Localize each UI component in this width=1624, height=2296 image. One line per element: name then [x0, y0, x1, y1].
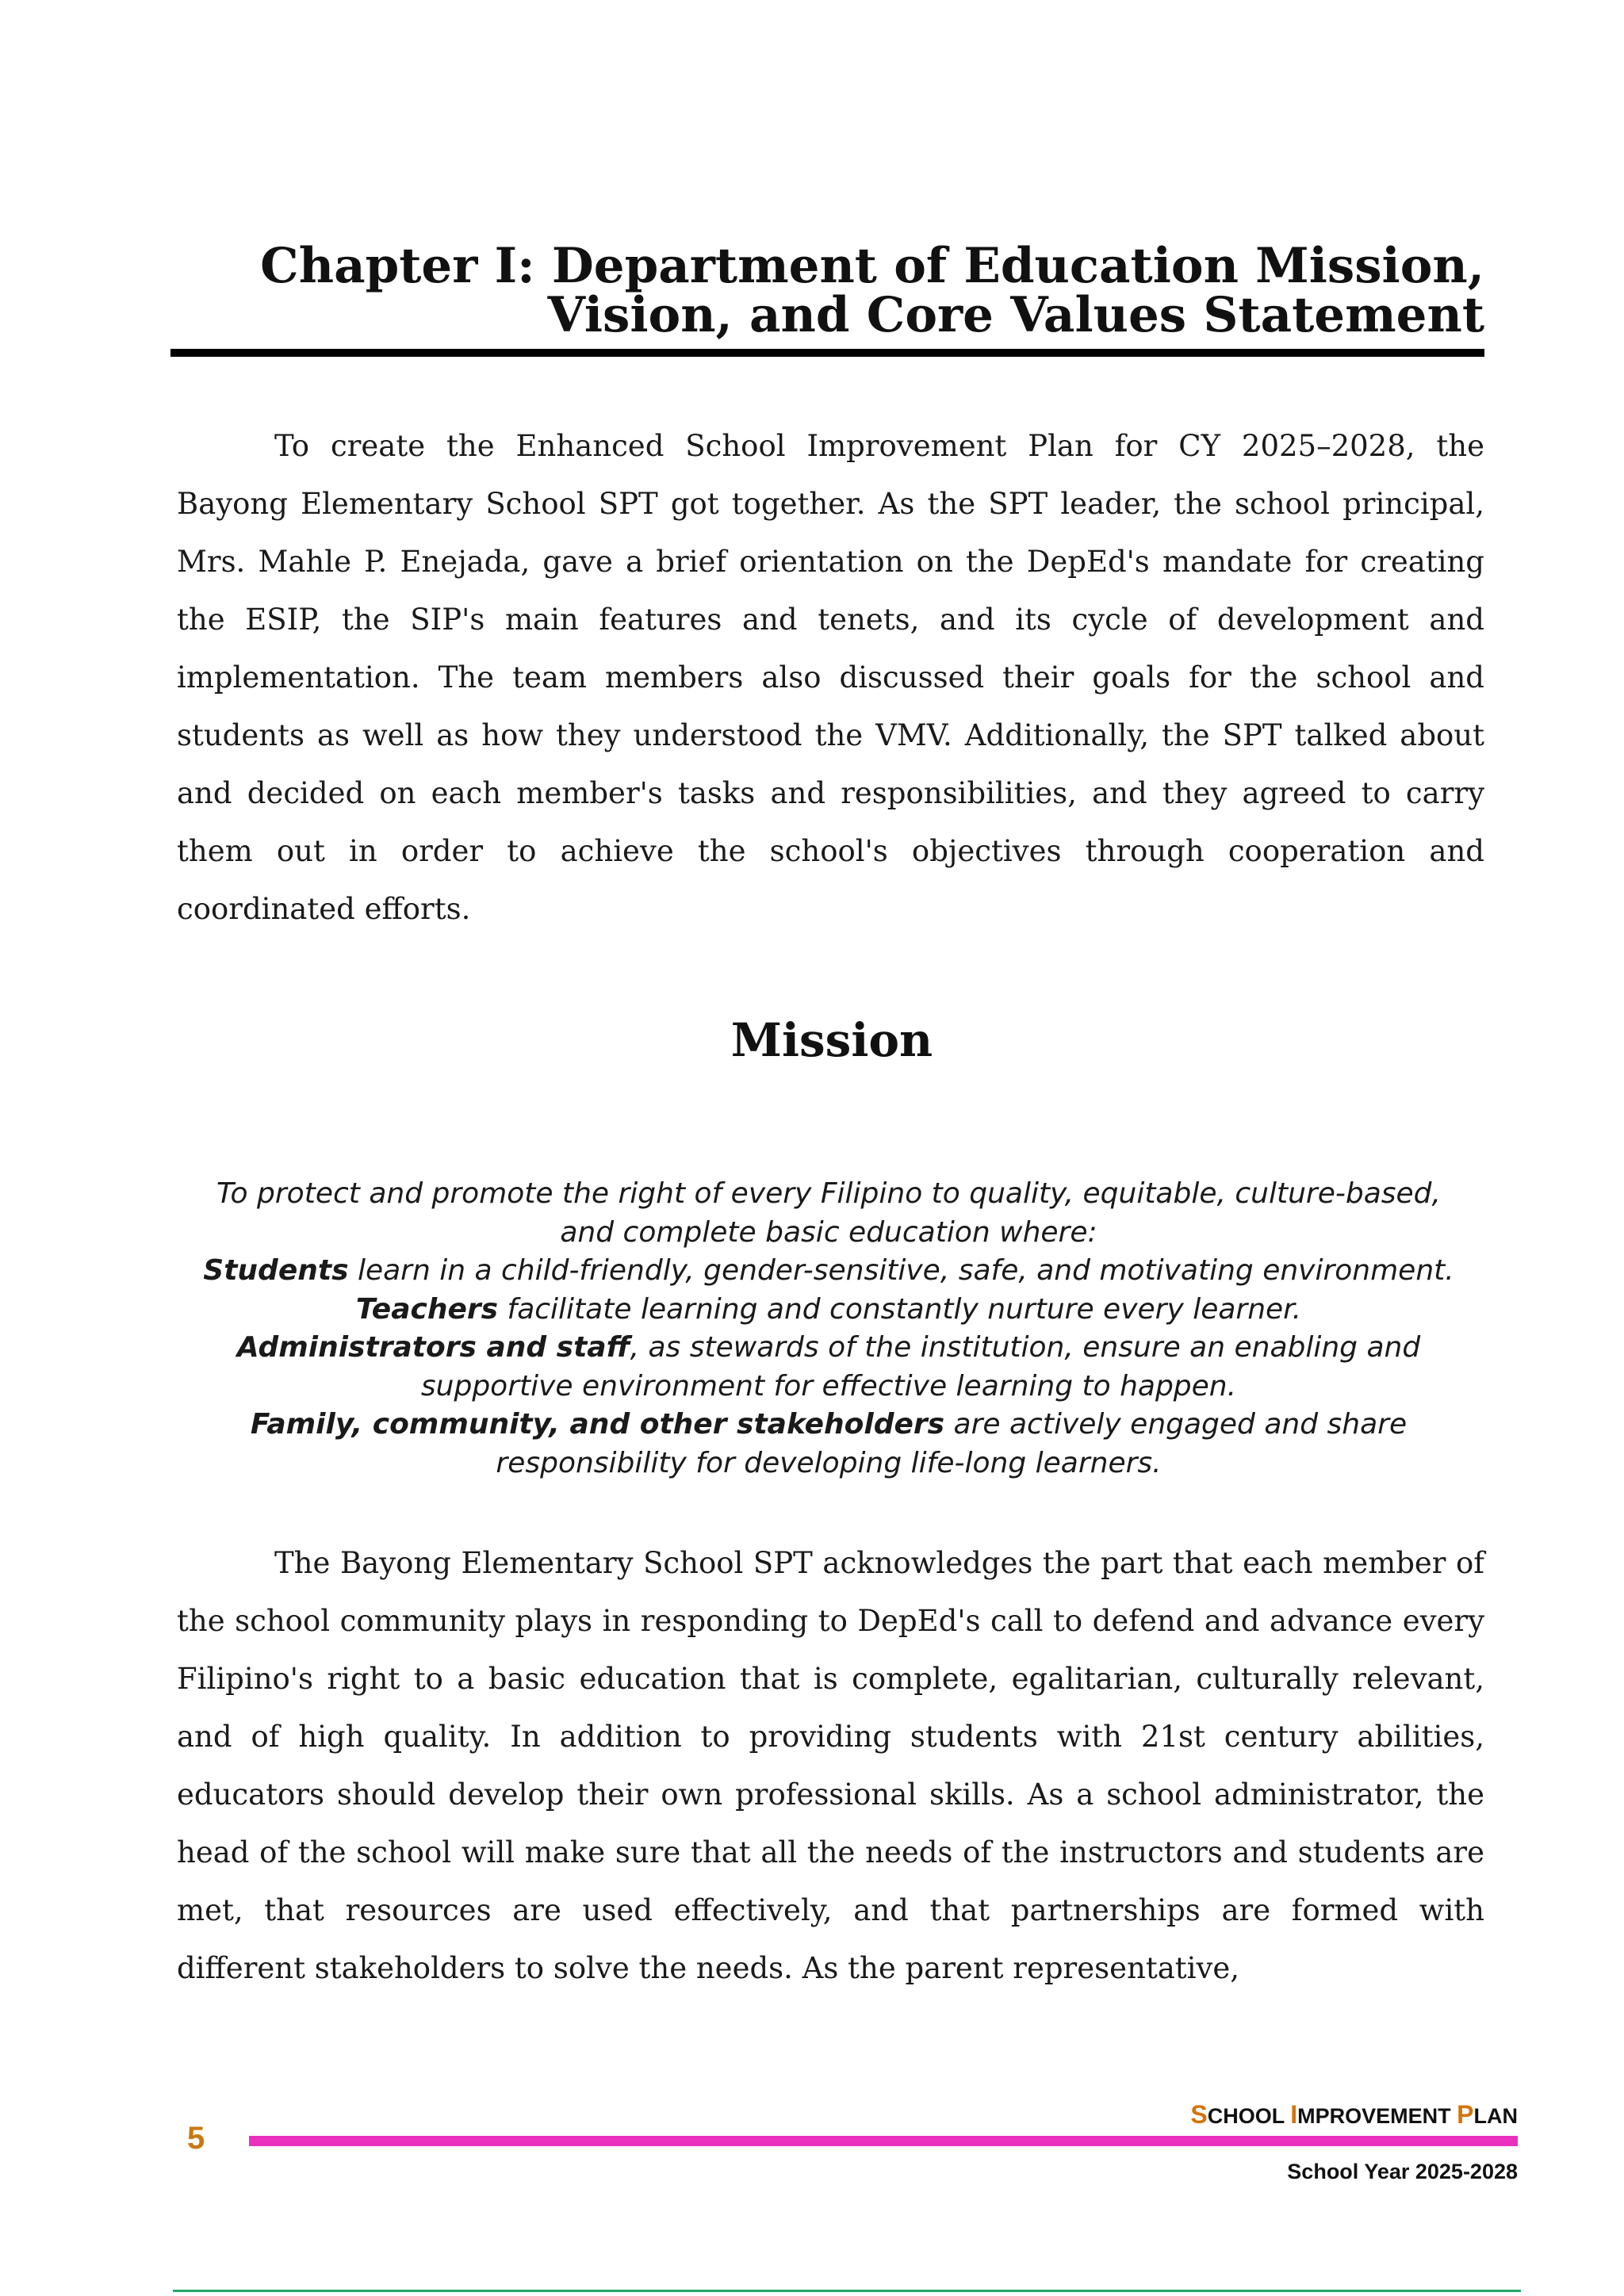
footer-title-lan: LAN [1473, 2104, 1518, 2128]
footer-title-chool: CHOOL [1207, 2104, 1291, 2128]
title-underline [170, 349, 1484, 357]
admin-label: Administrators and staff [236, 1331, 630, 1364]
chapter-title-line-2: Vision, and Core Values Statement [547, 287, 1484, 343]
admin-text-1: , as stewards of the institution, ensure an enabling and [630, 1331, 1421, 1364]
footer-rule [249, 2136, 1518, 2146]
students-text: learn in a child-friendly, gender-sensitive, safe, and motivating environment. [348, 1254, 1454, 1287]
family-text-1: are actively engaged and share [944, 1408, 1408, 1441]
admin-text-2: supportive environment for effective learning to happen. [420, 1369, 1237, 1402]
chapter-title [176, 238, 1484, 343]
family-text-2: responsibility for developing life-long learners. [496, 1446, 1162, 1479]
family-label: Family, community, and other stakeholders [250, 1408, 945, 1441]
intro-paragraph: To create the Enhanced School Improvement Plan for CY 2025–2028, the Bayong Elementary School SPT got together. As the SPT leader, the school principal, Mrs. Mahle P. Enejada, gave a brief orientation on the DepEd's mandate for creating the ESIP, the SIP's main features and tenets, and its cycle of development and implementation. The team members also discussed their goals for the school and students as well as how they understood the VMV. Additionally, the SPT talked about and decided on each member's tasks and responsibilities, and they agreed to carry them out in order to achieve the school's objectives through cooperation and coordinated efforts. [177, 429, 1484, 926]
teachers-label: Teachers [355, 1292, 499, 1326]
mission-admin [159, 1329, 1499, 1368]
mission-teachers [159, 1291, 1499, 1330]
page-number: 5 [187, 2121, 205, 2156]
mission-students [159, 1252, 1499, 1291]
mission-line-1: To protect and promote the right of every Filipino to quality, equitable, culture-based, [216, 1177, 1441, 1210]
bottom-rule [173, 2290, 1521, 2292]
mission-heading: Mission [730, 1013, 933, 1067]
mission-statement [159, 1175, 1499, 1483]
footer-title-p: P [1457, 2100, 1474, 2129]
students-label: Students [203, 1254, 349, 1287]
footer-school-year: School Year 2025-2028 [1287, 2160, 1518, 2183]
footer-title [1190, 2100, 1518, 2130]
footer-title-i: I [1290, 2100, 1298, 2129]
mission-line-2: and complete basic education where: [560, 1215, 1097, 1249]
chapter-title-line-1: Chapter I: Department of Education Mission, [260, 238, 1484, 294]
footer-title-s: S [1190, 2100, 1208, 2129]
acknowledgement-paragraph: The Bayong Elementary School SPT acknowledges the part that each member of the school community plays in responding to DepEd's call to defend and advance every Filipino's right to a basic education that is complete, egalitarian, culturally relevant, and of high quality. In addition to providing students with 21st century abilities, educators should develop their own professional skills. As a school administrator, the head of the school will make sure that all the needs of the instructors and students are met, that resources are used effectively, and that partnerships are formed with different stakeholders to solve the needs. As the parent representative, [177, 1546, 1484, 1985]
mission-family [159, 1406, 1499, 1445]
teachers-text: facilitate learning and constantly nurture every learner. [498, 1292, 1302, 1326]
footer-title-mprovement: MPROVEMENT [1297, 2104, 1457, 2128]
